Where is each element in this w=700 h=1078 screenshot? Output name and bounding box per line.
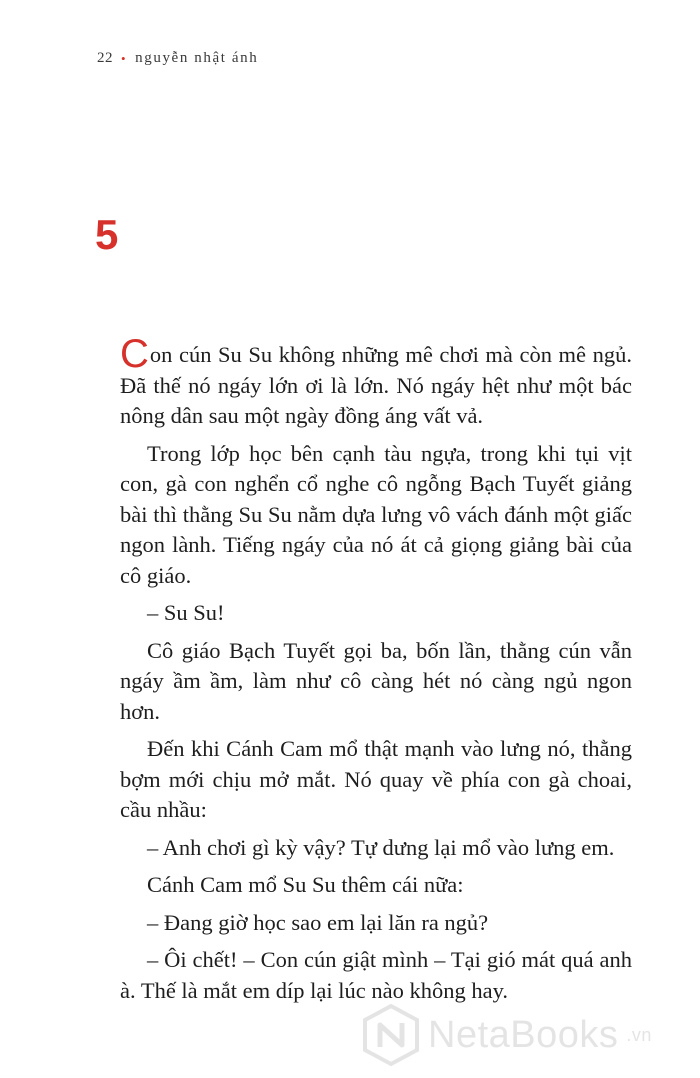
paragraph: Cô giáo Bạch Tuyết gọi ba, bốn lần, thằng cún vẫn ngáy ầm ầm, làm như cô càng hét nó càng ngủ ngon hơn. [120,637,632,724]
watermark-suffix: .vn [626,1024,652,1045]
paragraph: – Anh chơi gì kỳ vậy? Tự dưng lại mổ vào lưng em. [147,834,615,860]
paragraph: Đến khi Cánh Cam mổ thật mạnh vào lưng nó, thằng bợm mới chịu mở mắt. Nó quay về phía con gà choai, cầu nhầu: [120,736,632,822]
chapter-number: 5 [95,211,119,258]
paragraph [120,332,632,432]
watermark [362,1000,652,1070]
netabooks-logo-icon [362,1003,420,1067]
page-number: 22 [97,50,113,66]
running-head [97,50,258,67]
paragraph-text: on cún Su Su không những mê chơi mà còn mê ngủ. Đã thế nó ngáy lớn ơi là lớn. Nó ngáy hệt như một bác nông dân sau một ngày đồng áng vất vả. [120,342,632,428]
chapter-body [120,332,632,1013]
paragraph: – Ôi chết! – Con cún giật mình – Tại gió mát quá anh à. Thế là mắt em díp lại lúc nào không hay. [120,947,632,1003]
paragraph: Cánh Cam mổ Su Su thêm cái nữa: [147,872,464,897]
watermark-brand: NetaBooks [428,1013,619,1056]
paragraph: – Đang giờ học sao em lại lăn ra ngủ? [147,909,489,935]
author-name: nguyễn nhật ánh [135,50,259,66]
drop-cap: C [120,332,149,376]
paragraph: – Su Su! [147,600,225,625]
paragraph: Trong lớp học bên cạnh tàu ngựa, trong khi tụi vịt con, gà con nghển cổ nghe cô ngỗng Bạch Tuyết giảng bài thì thằng Su Su nằm dựa lưng vô vách đánh một giấc ngon lành. Tiếng ngáy của nó át cả giọng giảng bài của cô giáo. [120,440,632,588]
header-separator: • [121,50,128,66]
